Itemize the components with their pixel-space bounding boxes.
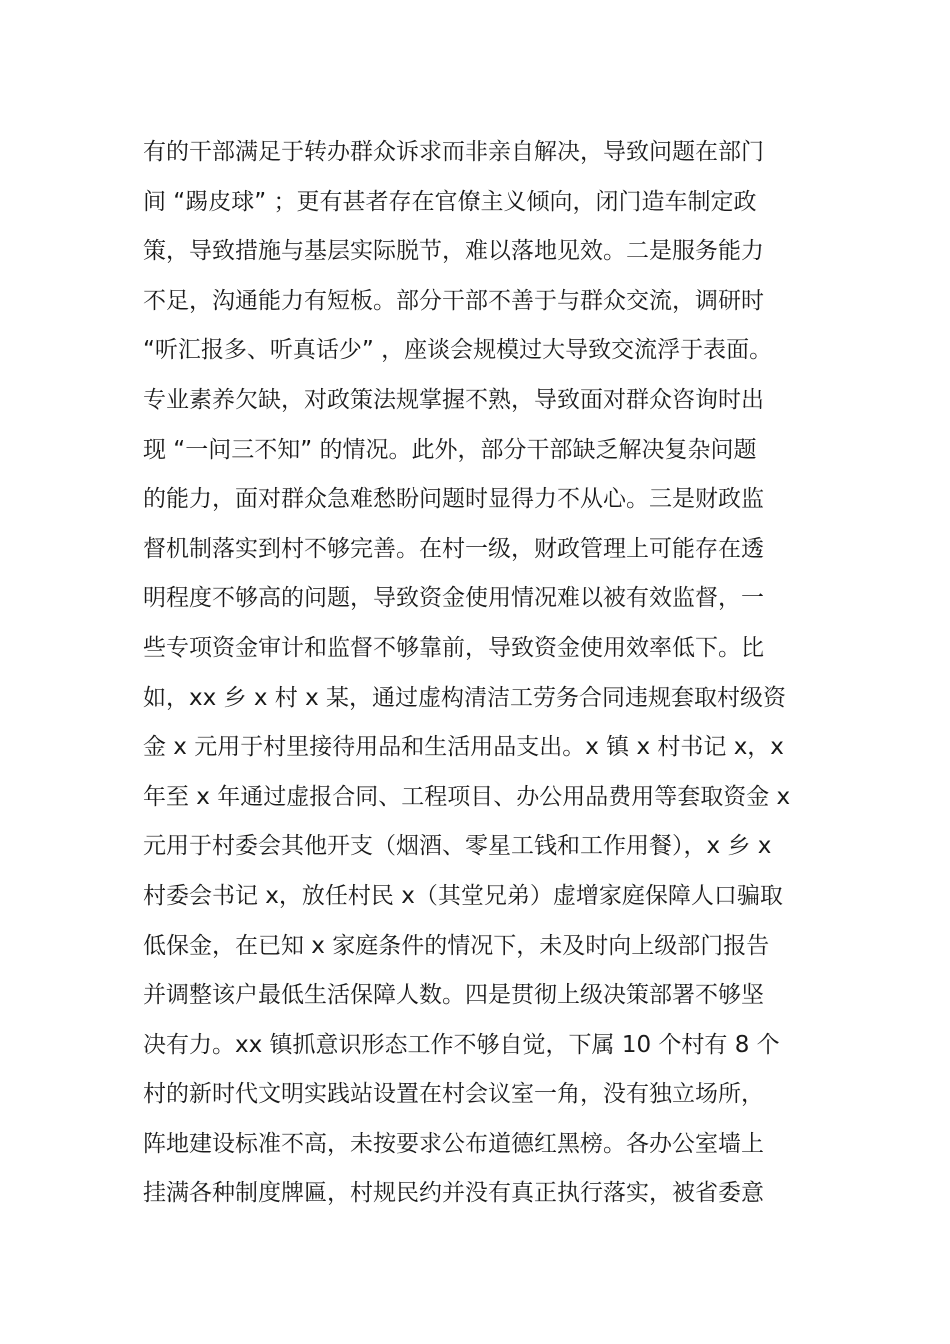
text-line: 村委会书记 x，放任村民 x（其堂兄弟）虚增家庭保障人口骗取 [143, 882, 783, 909]
text-line: 挂满各种制度牌匾，村规民约并没有真正执行落实，被省委意 [143, 1180, 764, 1207]
text-line: 村的新时代文明实践站设置在村会议室一角，没有独立场所， [143, 1081, 764, 1108]
text-line: 低保金，在已知 x 家庭条件的情况下，未及时向上级部门报告 [143, 932, 770, 959]
body-text [143, 128, 803, 1219]
text-line: “听汇报多、听真话少” ，座谈会规模过大导致交流浮于表面。 [143, 337, 773, 364]
text-line: 明程度不够高的问题，导致资金使用情况难以被有效监督，一 [143, 585, 764, 612]
text-line: 现 “一问三不知” 的情况。此外，部分干部缺乏解决复杂问题 [143, 436, 757, 463]
text-line: 决有力。xx 镇抓意识形态工作不够自觉，下属 10 个村有 8 个 [143, 1031, 780, 1058]
text-line: 有的干部满足于转办群众诉求而非亲自解决，导致问题在部门 [143, 139, 764, 165]
text-line: 策，导致措施与基层实际脱节，难以落地见效。二是服务能力 [143, 238, 764, 265]
text-line: 些专项资金审计和监督不够靠前，导致资金使用效率低下。比 [143, 634, 764, 661]
text-line: 阵地建设标准不高，未按要求公布道德红黑榜。各办公室墙上 [143, 1130, 764, 1157]
text-line: 如，xx 乡 x 村 x 某，通过虚构清洁工劳务合同违规套取村级资 [143, 684, 787, 711]
text-line: 元用于村委会其他开支（烟酒、零星工钱和工作用餐），x 乡 x [143, 833, 772, 860]
text-line: 金 x 元用于村里接待用品和生活用品支出。x 镇 x 村书记 x，x [143, 734, 784, 761]
text-line: 并调整该户最低生活保障人数。四是贯彻上级决策部署不够坚 [143, 982, 764, 1009]
text-line: 专业素养欠缺，对政策法规掌握不熟，导致面对群众咨询时出 [143, 386, 764, 413]
text-line: 的能力，面对群众急难愁盼问题时显得力不从心。三是财政监 [143, 486, 764, 513]
text-line: 间 “踢皮球” ；更有甚者存在官僚主义倾向，闭门造车制定政 [143, 188, 757, 215]
text-line: 督机制落实到村不够完善。在村一级，财政管理上可能存在透 [143, 535, 764, 562]
text-line: 年至 x 年通过虚报合同、工程项目、办公用品费用等套取资金 x [143, 783, 791, 810]
text-line: 不足，沟通能力有短板。部分干部不善于与群众交流，调研时 [143, 287, 764, 314]
